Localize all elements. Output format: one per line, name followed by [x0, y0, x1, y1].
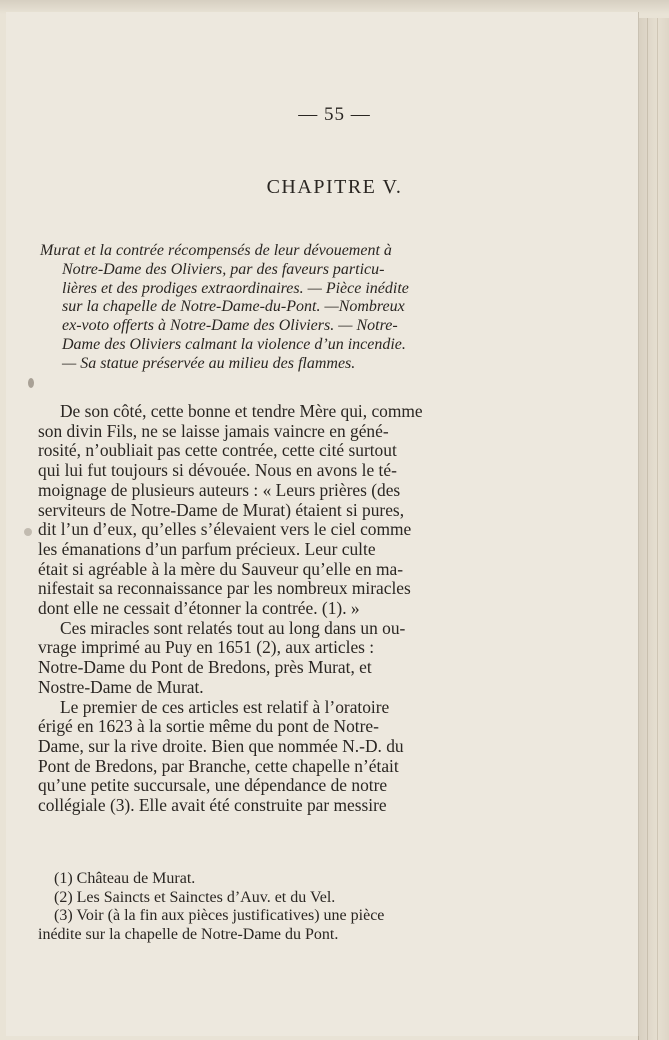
body-line: serviteurs de Notre-Dame de Murat) étaient si pures, [38, 499, 405, 520]
summary-line: Murat et la contrée récompensés de leur dévouement à [40, 242, 392, 259]
ink-spot [28, 378, 34, 388]
footnote: (2) Les Saincts et Sainctes d’Auv. et du Vel. [54, 888, 336, 906]
footnote: (3) Voir (à la fin aux pièces justificatives) une pièce [54, 907, 385, 924]
summary-line: Notre-Dame des Oliviers, par des faveurs particu- [62, 260, 385, 278]
body-line: Dame, sur la rive droite. Bien que nommée N.-D. du [38, 735, 404, 756]
summary-line: Dame des Oliviers calmant la violence d’un incendie. [62, 335, 406, 353]
summary-line: lières et des prodiges extraordinaires. — Pièce inédite [62, 279, 409, 297]
summary-line: — Sa statue préservée au milieu des flammes. [62, 354, 356, 372]
footnote: (1) Château de Murat. [54, 870, 196, 887]
body-line: dit l’un d’eux, qu’elles s’élevaient vers le ciel comme [38, 519, 412, 540]
body-line: Nostre-Dame de Murat. [38, 676, 204, 697]
footnote: inédite sur la chapelle de Notre-Dame du Pont. [38, 925, 339, 943]
body-line: rosité, n’oubliait pas cette contrée, cette cité surtout [38, 440, 397, 461]
body-line: était si agréable à la mère du Sauveur qu’elle en ma- [38, 558, 404, 579]
chapter-title: CHAPITRE V. [266, 176, 403, 198]
body-line: nifestait sa reconnaissance par les nombreux miracles [38, 578, 411, 599]
page-number: — 55 — [298, 104, 371, 125]
body-line: vrage imprimé au Puy en 1651 (2), aux articles : [38, 637, 375, 658]
body-line: collégiale (3). Elle avait été construite par messire [38, 795, 387, 816]
body-line: les émanations d’un parfum précieux. Leur culte [38, 538, 376, 559]
body-line: Notre-Dame du Pont de Bredons, près Murat, et [38, 657, 372, 678]
body-line: qu’une petite succursale, une dépendance de notre [38, 775, 388, 796]
summary-line: sur la chapelle de Notre-Dame-du-Pont. —Nombreux [62, 298, 405, 316]
summary-line: ex-voto offerts à Notre-Dame des Oliviers. — Notre- [62, 317, 398, 335]
ink-spot [24, 528, 32, 536]
body-line: De son côté, cette bonne et tendre Mère qui, comme [60, 401, 423, 421]
body-line: son divin Fils, ne se laisse jamais vaincre en géné- [38, 420, 389, 441]
body-line: Le premier de ces articles est relatif à l’oratoire [60, 696, 390, 717]
body-line: qui lui fut toujours si dévouée. Nous en avons le té- [38, 460, 397, 481]
footnotes [38, 870, 498, 944]
body-line: dont elle ne cessait d’étonner la contrée. (1). » [38, 598, 360, 619]
body-line: Pont de Bredons, par Branche, cette chapelle n’était [38, 755, 399, 776]
body-text [38, 402, 498, 816]
body-line: moignage de plusieurs auteurs : « Leurs prières (des [38, 479, 401, 500]
body-line: Ces miracles sont relatés tout au long dans un ou- [60, 617, 406, 638]
chapter-summary [40, 242, 500, 374]
body-line: érigé en 1623 à la sortie même du pont de Notre- [38, 716, 379, 737]
page-edge [638, 18, 669, 1040]
